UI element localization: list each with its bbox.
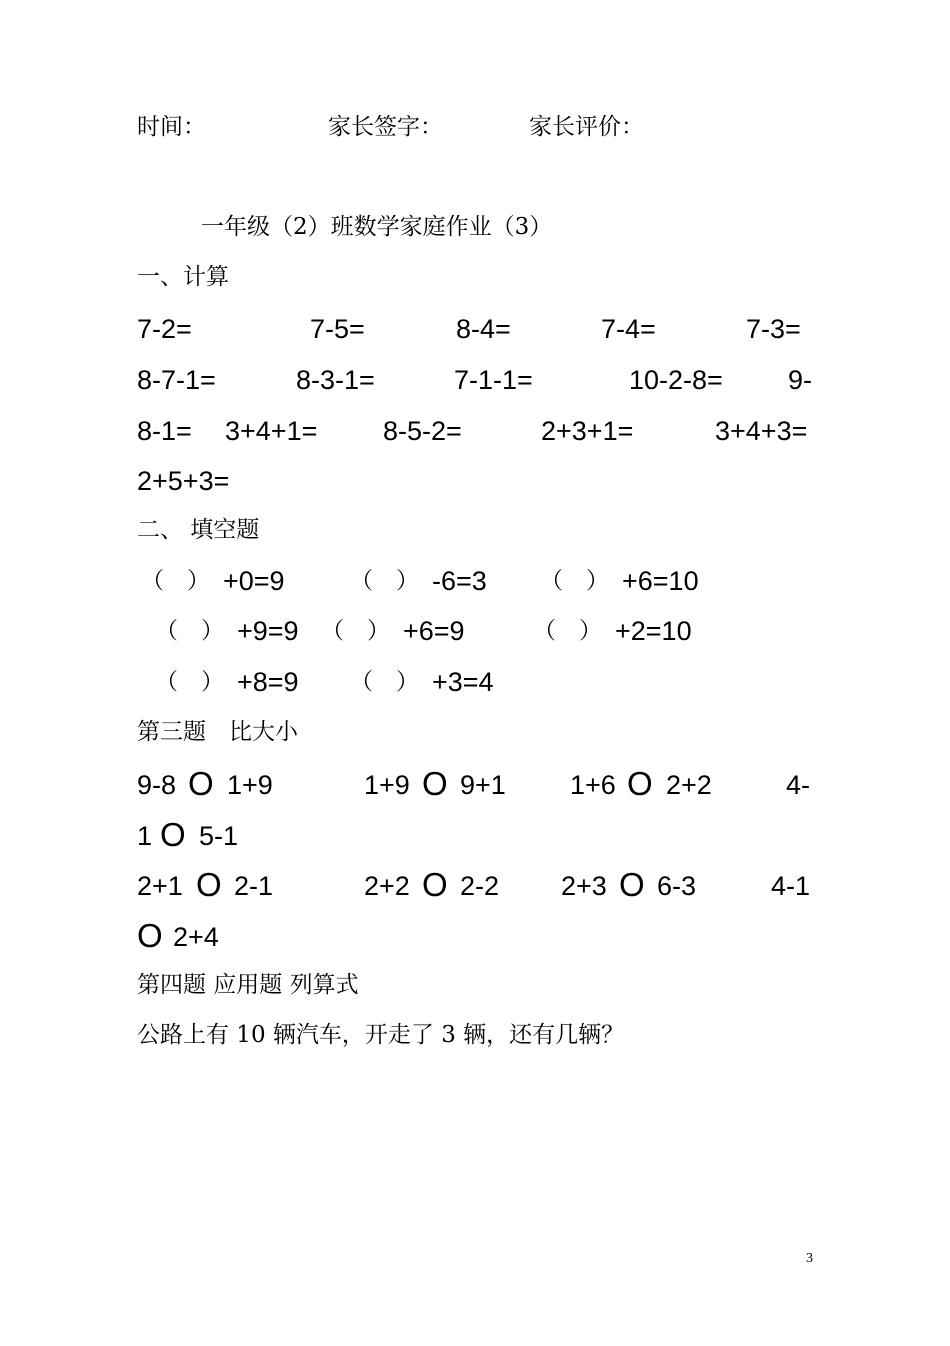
section1-heading: 一、计算	[137, 264, 229, 290]
equation: 8-3-1=	[296, 365, 375, 395]
blank-parentheses: （ ）	[141, 568, 210, 594]
compare-left: 2+2	[364, 871, 410, 901]
compare-circle-icon: O	[137, 917, 163, 954]
compare-left: 1	[137, 821, 153, 851]
compare-right: 2-1	[234, 871, 274, 901]
blank-parentheses: （ ）	[321, 618, 390, 644]
page-number: 3	[806, 1251, 813, 1266]
equation: +6=10	[622, 566, 699, 596]
equation: +6=9	[403, 616, 465, 646]
compare-circle-icon: O	[627, 765, 653, 802]
equation: 9-	[788, 365, 813, 395]
compare-circle-icon: O	[422, 765, 448, 802]
blank-parentheses: （ ）	[533, 618, 602, 644]
equation: 7-4=	[601, 314, 656, 344]
blank-parentheses: （ ）	[155, 669, 224, 695]
equation: 8-7-1=	[137, 365, 216, 395]
equation: +3=4	[432, 667, 494, 697]
compare-left: 1+6	[570, 770, 616, 800]
compare-circle-icon: O	[619, 866, 645, 903]
equation: 7-5=	[310, 314, 365, 344]
compare-right: 2+4	[173, 922, 219, 952]
compare-left: 1+9	[364, 770, 410, 800]
equation: +0=9	[223, 566, 285, 596]
compare-right: 5-1	[199, 821, 239, 851]
compare-left: 2+1	[137, 871, 183, 901]
compare-left: 4-	[786, 770, 811, 800]
section3-heading: 第三题 比大小	[137, 719, 298, 745]
section2-heading: 二、 填空题	[137, 517, 260, 543]
parent-signature-label: 家长签字：	[328, 114, 443, 140]
equation: 7-1-1=	[454, 365, 533, 395]
blank-parentheses: （ ）	[540, 568, 609, 594]
parent-evaluation-label: 家长评价：	[529, 114, 644, 140]
equation: +8=9	[237, 667, 299, 697]
equation: +2=10	[615, 616, 692, 646]
compare-circle-icon: O	[196, 866, 222, 903]
compare-circle-icon: O	[160, 816, 186, 853]
equation: -6=3	[432, 566, 487, 596]
blank-parentheses: （ ）	[155, 618, 224, 644]
compare-left: 2+3	[561, 871, 607, 901]
compare-left: 4-1	[771, 871, 811, 901]
compare-right: 9+1	[460, 770, 506, 800]
compare-right: 1+9	[227, 770, 273, 800]
blank-parentheses: （ ）	[350, 568, 419, 594]
equation: 2+3+1=	[541, 416, 634, 446]
equation: 3+4+1=	[225, 416, 318, 446]
equation: +9=9	[237, 616, 299, 646]
compare-right: 6-3	[657, 871, 697, 901]
blank-parentheses: （ ）	[350, 669, 419, 695]
compare-right: 2+2	[666, 770, 712, 800]
compare-right: 2-2	[460, 871, 500, 901]
page-title: 一年级（2）班数学家庭作业（3）	[201, 214, 553, 240]
equation: 7-2=	[137, 314, 192, 344]
compare-circle-icon: O	[422, 866, 448, 903]
compare-circle-icon: O	[188, 765, 214, 802]
word-problem: 公路上有 10 辆汽车，开走了 3 辆，还有几辆？	[137, 1022, 625, 1048]
equation: 8-4=	[456, 314, 511, 344]
equation: 3+4+3=	[715, 416, 808, 446]
compare-left: 9-8	[137, 770, 177, 800]
equation: 8-5-2=	[383, 416, 462, 446]
section4-heading: 第四题 应用题 列算式	[137, 972, 359, 998]
equation: 2+5+3=	[137, 466, 230, 496]
time-label: 时间：	[137, 114, 206, 140]
equation: 10-2-8=	[629, 365, 723, 395]
equation: 8-1=	[137, 416, 192, 446]
equation: 7-3=	[746, 314, 801, 344]
